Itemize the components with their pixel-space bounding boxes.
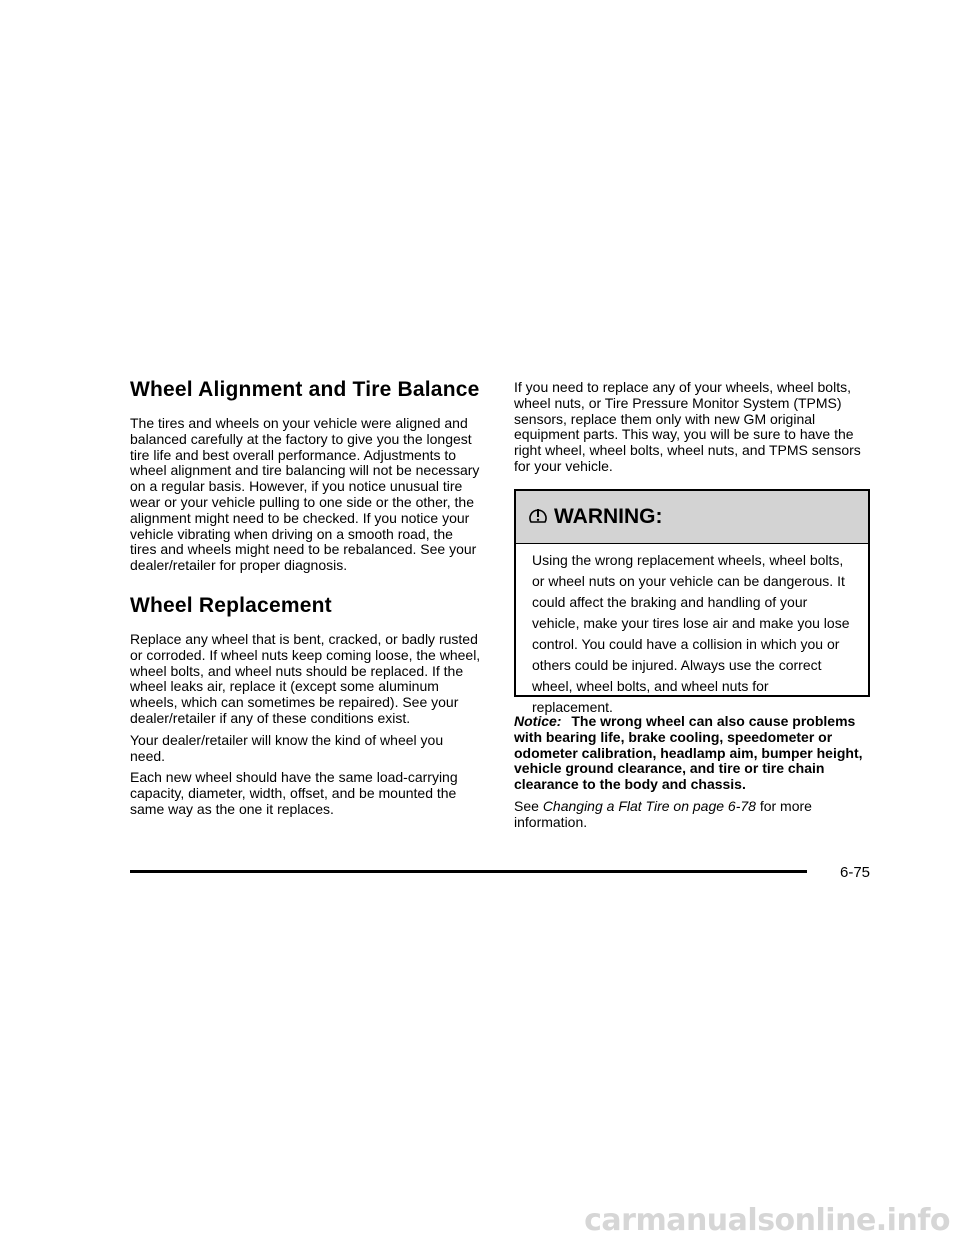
notice-text: The wrong wheel can also cause problems with bearing life, brake cooling, speedometer or odometer calibration, headlamp aim, bumper height, vehicle ground clearance, and tire or tire chain clearance to the body and chassis. (514, 713, 863, 793)
dealer-paragraph: Your dealer/retailer will know the kind of wheel you need. (130, 731, 444, 764)
see-prefix: See (514, 797, 539, 814)
warning-icon (528, 504, 548, 530)
replacement-paragraph: Replace any wheel that is bent, cracked, or badly rusted or corroded. If wheel nuts keep coming loose, the wheel, wheel bolts, and wheel nuts should be replaced. If the wheel leaks air, replace it (except some aluminum wheels, which can sometimes be repaired). See your dealer/retailer if any of these conditions exist. (130, 630, 481, 726)
warning-header (516, 491, 868, 544)
see-link[interactable]: Changing a Flat Tire on page 6-78 (542, 797, 756, 814)
page-number: 6-75 (840, 864, 871, 881)
replace-parts-paragraph: If you need to replace any of your wheels, wheel bolts, wheel nuts, or Tire Pressure Monitor System (TPMS) sensors, replace them only with new GM original equipment parts. This way, you will be sure to have the right wheel, wheel bolts, wheel nuts, and TPMS sensors for your vehicle. (514, 379, 861, 474)
new-wheel-paragraph: Each new wheel should have the same load-carrying capacity, diameter, width, offset, and be mounted the same way as the one it replaces. (130, 769, 458, 817)
warning-box (514, 489, 870, 715)
left-column (130, 376, 482, 824)
warning-title: WARNING: (554, 505, 663, 528)
see-suffix: for more information. (514, 797, 812, 830)
alignment-paragraph: The tires and wheels on your vehicle were aligned and balanced carefully at the factory to give you the longest tire life and best overall performance. Adjustments to wheel alignment and tire balancing will not be necessary on a regular basis. However, if you notice unusual tire wear or your vehicle pulling to one side or the other, the alignment might need to be checked. If you notice your vehicle vibrating when driving on a smooth road, the tires and wheels might need to be rebalanced. See your dealer/retailer for proper diagnosis. (130, 415, 480, 574)
notice-paragraph (514, 714, 866, 793)
see-also-paragraph (514, 799, 866, 831)
watermark: carmanualsonline.info (584, 1203, 950, 1238)
notice-section (514, 714, 866, 837)
heading-wheel-replacement: Wheel Replacement (130, 593, 332, 617)
warning-text: Using the wrong replacement wheels, wheel bolts, or wheel nuts on your vehicle can be dangerous. It could affect the braking and handling of your vehicle, make your tires lose air and make you lose control. You could have a collision in which you or others could be injured. Always use the correct wheel, wheel bolts, and wheel nuts for replacement. (532, 552, 850, 715)
notice-label: Notice: (514, 713, 562, 729)
heading-wheel-alignment: Wheel Alignment and Tire Balance (130, 378, 480, 401)
footer-rule (130, 870, 807, 873)
right-column (514, 380, 866, 481)
